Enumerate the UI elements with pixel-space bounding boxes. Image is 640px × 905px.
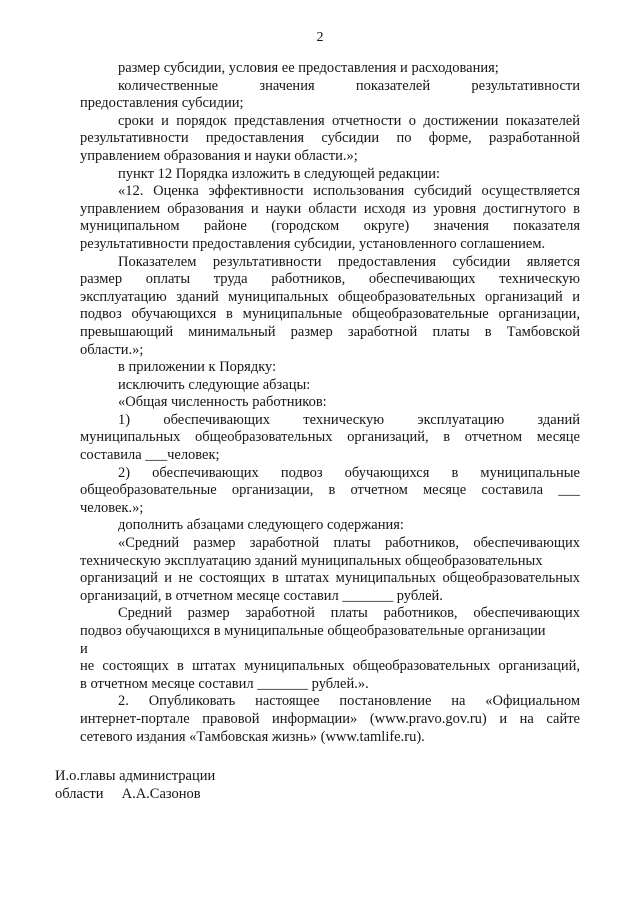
text-line: техническую эксплуатацию зданий муниципальных общеобразовательных xyxy=(80,552,543,569)
text-line: человек.»; xyxy=(80,499,144,516)
text-line: Средний размер заработной платы работников, обеспечивающих xyxy=(118,605,580,622)
text-line: подвоз обучающихся в муниципальные общеобразовательные организации xyxy=(80,623,546,639)
text-line: муниципальных общеобразовательных организаций, в отчетном месяце xyxy=(80,429,580,446)
text-line: «12. Оценка эффективности использования субсидий осуществляется xyxy=(118,183,580,200)
text-line: превышающий минимальный размер заработной платы в Тамбовской xyxy=(80,323,580,340)
text-line: размер субсидии, условия ее предоставления и расходования; xyxy=(118,60,499,76)
text-line: исключить следующие абзацы: xyxy=(118,376,311,393)
text-line: размер оплаты труда работников, обеспечивающих техническую xyxy=(80,271,580,288)
text-line: сроки и порядок представления отчетности о достижении показателей xyxy=(118,112,580,129)
text-line: в приложении к Порядку: xyxy=(118,359,277,376)
signatory-name: области А.А.Сазонов xyxy=(55,785,201,802)
text-line: управлением образования и науки области.»; xyxy=(80,147,358,164)
text-line: подвоз обучающихся в муниципальные общеобразовательные организации, xyxy=(80,306,580,323)
text-line: муниципальном районе (городском округе) значения показателя xyxy=(80,218,580,235)
text-line: не состоящих в штатах муниципальных общеобразовательных организаций, xyxy=(80,658,580,675)
document-body xyxy=(80,60,580,746)
text-line: количественные значения показателей результативности xyxy=(118,77,580,94)
text-line: организаций, в отчетном месяце составил _______ рублей. xyxy=(80,587,443,604)
text-line: управлением образования и науки области исходя из уровня достигнутого в xyxy=(80,200,580,217)
text-line: эксплуатацию зданий муниципальных общеобразовательных организаций и xyxy=(80,288,580,305)
text-line: 2. Опубликовать настоящее постановление на «Официальном xyxy=(118,693,580,710)
text-line: области.»; xyxy=(80,341,144,358)
text-line: сетевого издания «Тамбовская жизнь» (www.tamlife.ru). xyxy=(80,728,425,745)
text-line: дополнить абзацами следующего содержания: xyxy=(118,517,404,534)
text-line: составила ___человек; xyxy=(80,447,220,464)
text-line: интернет-портале правовой информации» (www.pravo.gov.ru) и на сайте xyxy=(80,710,580,727)
text-line: организаций и не состоящих в штатах муниципальных общеобразовательных xyxy=(80,570,580,587)
signature-block xyxy=(55,768,215,803)
text-line: результативности предоставления субсидии, установленного соглашением. xyxy=(80,235,546,252)
text-line: пункт 12 Порядка изложить в следующей редакции: xyxy=(118,165,441,182)
text-line: Показателем результативности предоставления субсидии является xyxy=(118,253,580,270)
text-line: 1) обеспечивающих техническую эксплуатацию зданий xyxy=(118,411,580,428)
text-line: результативности предоставления субсидии по форме, разработанной xyxy=(80,130,580,147)
text-line: «Средний размер заработной платы работников, обеспечивающих xyxy=(118,535,580,552)
text-line: «Общая численность работников: xyxy=(118,394,327,411)
text-line: в отчетном месяце составил _______ рублей.». xyxy=(80,675,369,692)
text-line: общеобразовательные организации, в отчетном месяце составила ___ xyxy=(80,482,580,499)
text-line: 2) обеспечивающих подвоз обучающихся в муниципальные xyxy=(118,464,580,481)
signatory-title: И.о.главы администрации xyxy=(55,768,216,784)
text-line: предоставления субсидии; xyxy=(80,95,244,112)
text-line: и xyxy=(80,640,88,657)
page-number: 2 xyxy=(316,30,324,45)
